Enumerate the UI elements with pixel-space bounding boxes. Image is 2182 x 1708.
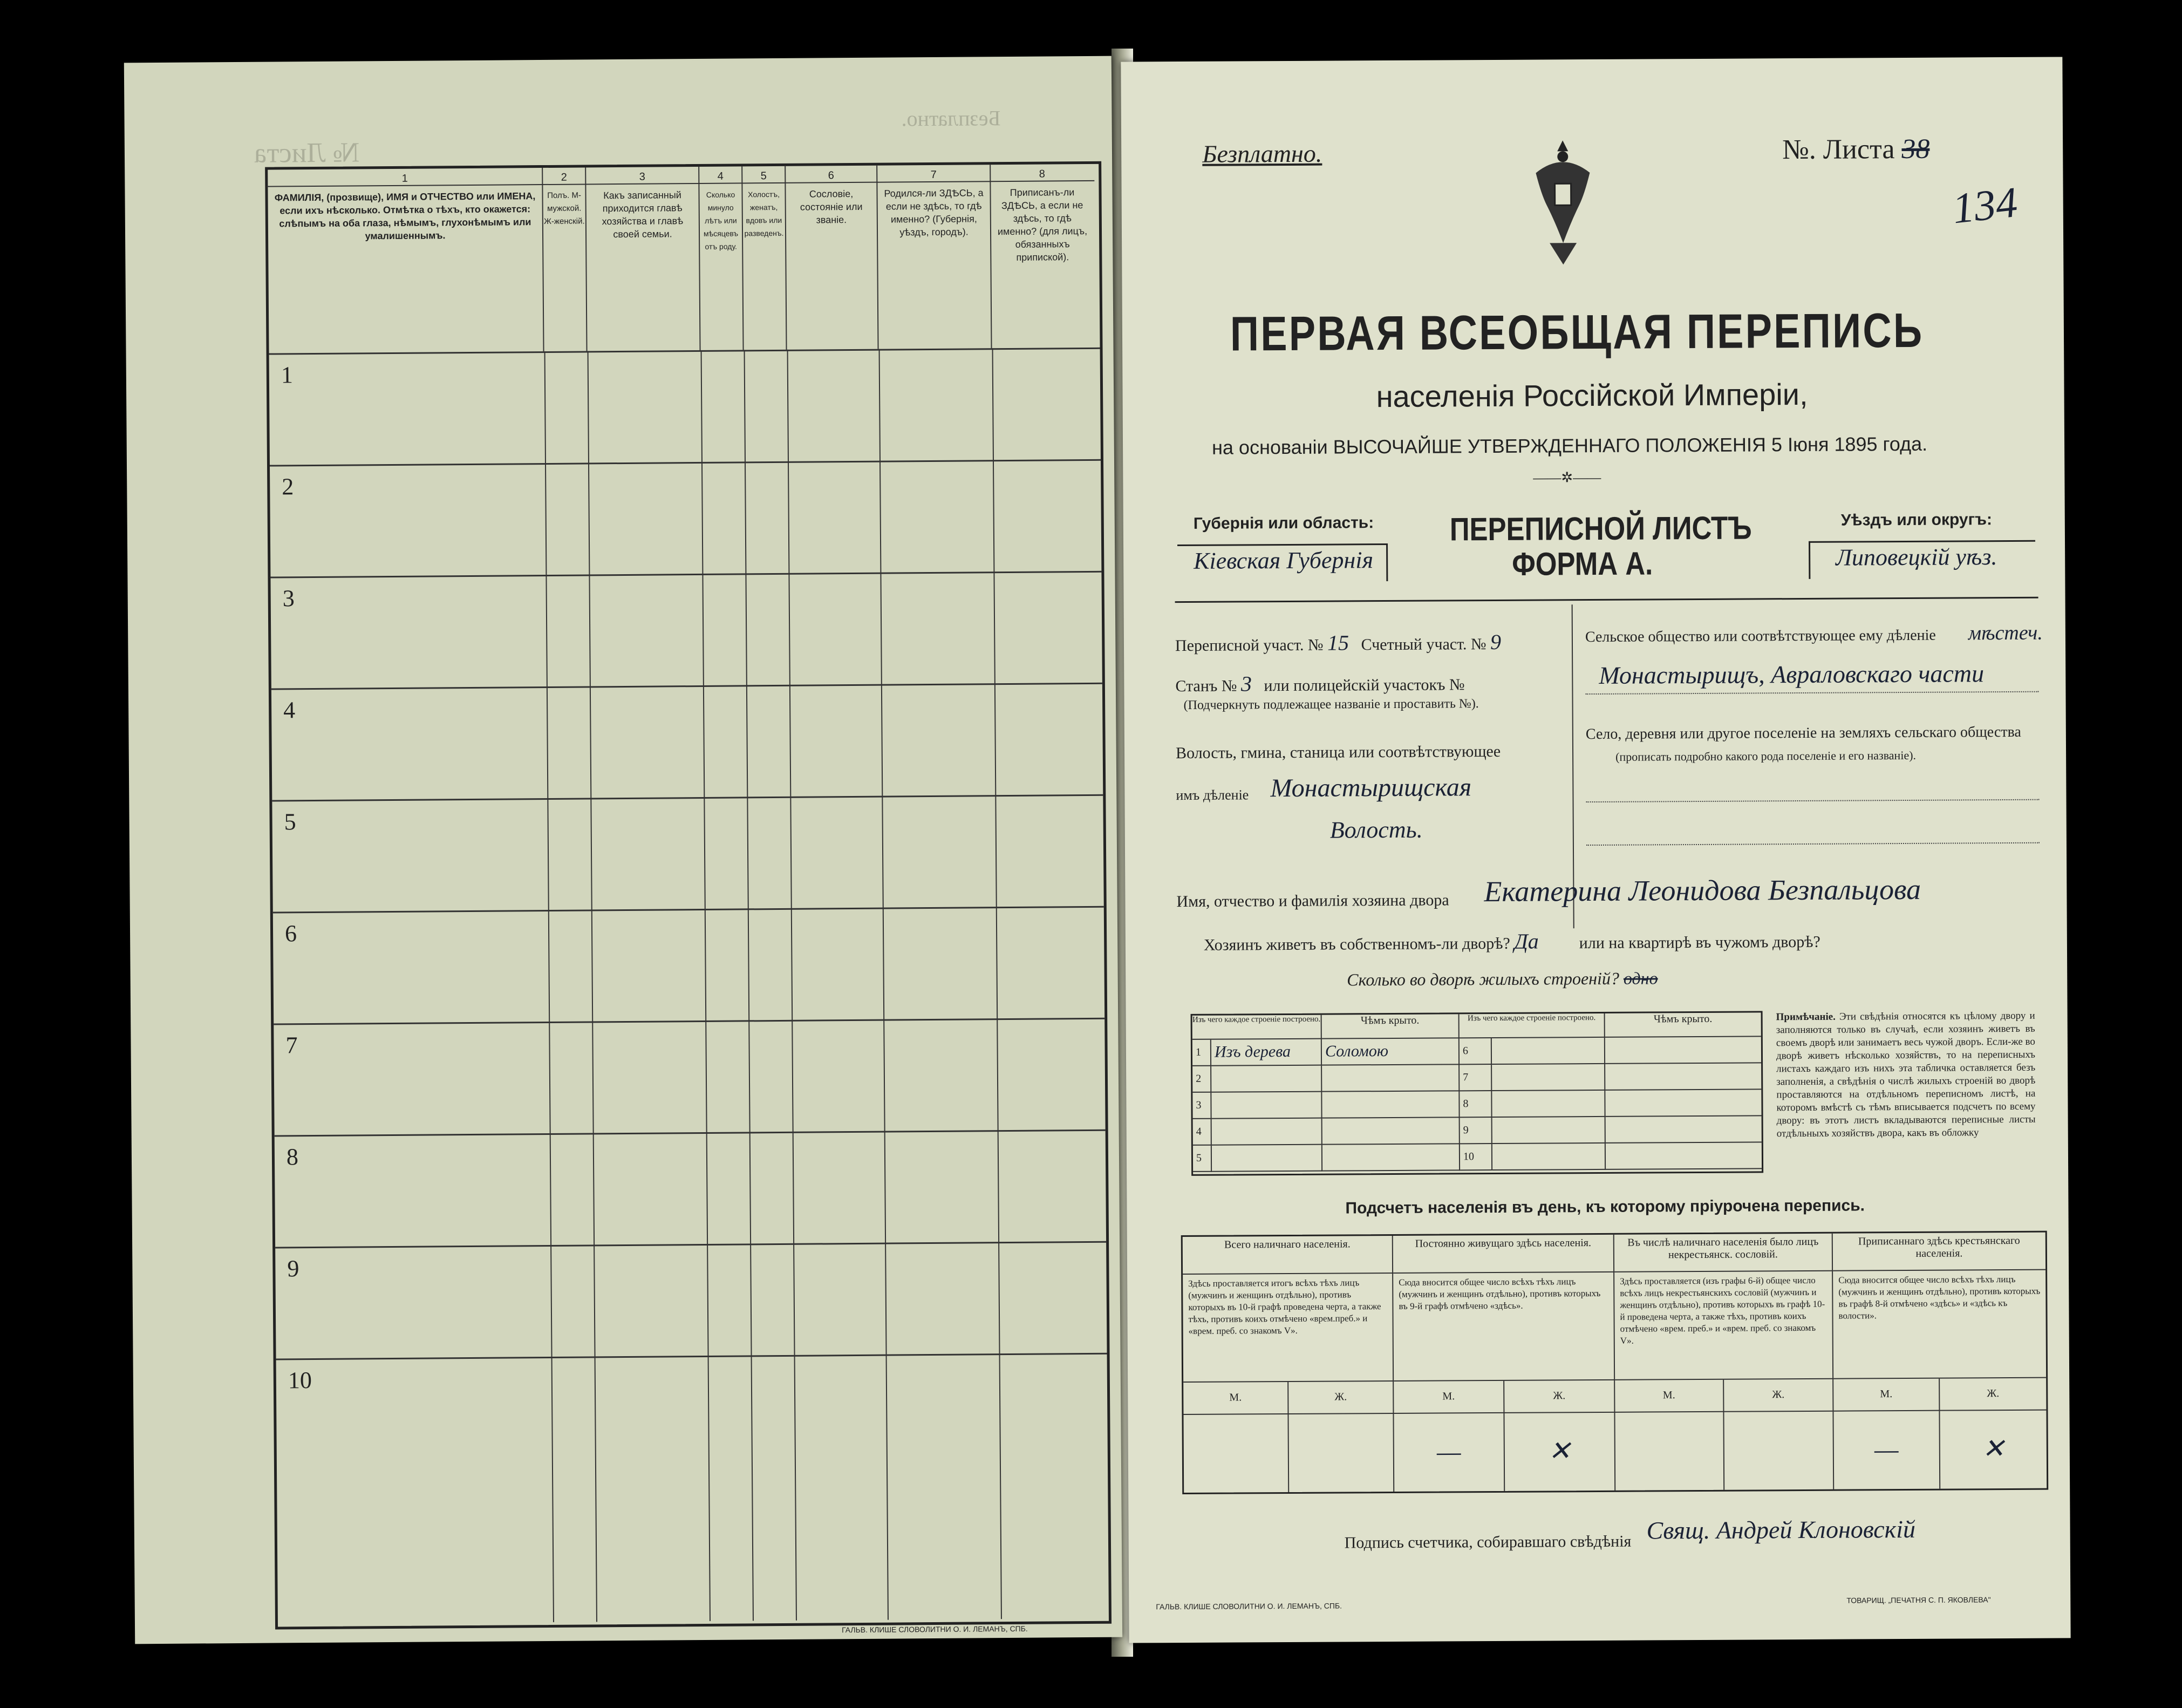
column-5-header: 5 Холостъ, женатъ, вдовъ или разведенъ. — [742, 166, 787, 350]
bld-row-num: 2 — [1192, 1066, 1211, 1093]
bld-from-cell-2 — [1492, 1117, 1606, 1144]
column-2-header: 2 Полъ. М-мужской. Ж-женскій. — [543, 167, 587, 351]
column-1-header: 1 ФАМИЛІЯ, (прозвище), ИМЯ и ОТЧЕСТВО или ИМЕНА, если ихъ нѣсколько. Отмѣтка о тѣхъ, кто окажется: слѣпымъ на оба глаза, нѣмымъ, глухонѣмымъ или умалишеннымъ. — [268, 168, 544, 353]
mirror-text-sheet: № Листа — [254, 137, 360, 169]
bld-from-cell — [1212, 1119, 1322, 1146]
bld-row-num: 5 — [1193, 1146, 1212, 1172]
count-sex-label: М. — [1615, 1380, 1724, 1413]
count-head: Постоянно живущаго здѣсь населенія. — [1393, 1235, 1614, 1274]
count-value[interactable]: — — [1394, 1413, 1505, 1492]
lives-label: Хозяинъ живетъ въ собственномъ-ли дворѣ? Да или на квартирѣ въ чужомъ дворѣ? — [1203, 929, 1820, 954]
left-page — [124, 56, 1122, 1644]
bld-head-roof-2: Чѣмъ крыто. — [1605, 1012, 1761, 1038]
uchastok-label: Переписной участ. № 15 Счетный участ. № 9 — [1175, 629, 1502, 655]
bld-row-num-2: 9 — [1460, 1118, 1492, 1144]
volost-label: Волость, гмина, станица или соотвѣтствующее — [1175, 742, 1501, 763]
bld-roof-cell — [1322, 1091, 1460, 1118]
volost-value: Монастырищская — [1270, 773, 1472, 803]
bld-roof-cell — [1322, 1118, 1460, 1145]
double-headed-eagle-emblem — [1528, 135, 1598, 276]
buildings-table — [1191, 1011, 1764, 1176]
bld-row-num: 4 — [1193, 1119, 1212, 1146]
page-subtitle: населенія Россійской Имперіи, — [1376, 377, 1808, 414]
mirror-text-free: Безплатно. — [901, 106, 1001, 131]
bld-roof-cell — [1322, 1065, 1460, 1092]
obshestvo-label: Сельское общество или соотвѣтствующее ему дѣленіе — [1585, 627, 1936, 646]
table-row: 9 — [275, 1241, 1107, 1359]
column-6-header: 6 Сословіе, состояніе или званіе. — [786, 166, 878, 350]
bld-from-cell — [1211, 1092, 1322, 1119]
count-value[interactable] — [1615, 1412, 1724, 1491]
bld-roof-cell-2 — [1605, 1037, 1761, 1064]
note: Примѣчаніе. Эти свѣдѣнія относятся къ цѣлому двору и заполняются только въ случаѣ, если хозяинъ живетъ въ своемъ дворѣ или занимаетъ весь чужой дворъ. Если-же во дворѣ живетъ нѣсколько хозяйствъ, то на переписныхъ листахъ каждаго изъ нихъ эта табличка оставляется безъ заполненія, а свѣдѣнія о числѣ жилыхъ строеній во дворѣ проставляются на отдѣльномъ переписномъ листѣ, на которомъ вмѣстѣ съ тѣмъ вписывается подсчетъ по всему двору: въ этотъ листъ вкладываются переписные листы отдѣльныхъ хозяйствъ двора, какъ въ обложку — [1776, 1010, 2036, 1140]
bld-from-cell-2 — [1492, 1091, 1605, 1118]
bld-head-from: Изъ чего каждое строеніе построено. — [1192, 1015, 1322, 1040]
table-row: 3 — [270, 571, 1102, 689]
census-person-table — [265, 161, 1112, 1630]
free-label: Безплатно. — [1202, 139, 1322, 168]
table-row: 1 — [269, 348, 1101, 465]
table-row: 10 — [276, 1353, 1109, 1623]
right-page — [1121, 57, 2070, 1643]
bld-roof-cell-2 — [1605, 1063, 1761, 1091]
column-4-header: 4 Сколько минуло лѣтъ или мѣсяцевъ отъ роду. — [699, 166, 744, 350]
count-title: Подсчетъ населенія въ день, къ которому пріурочена перепись. — [1345, 1196, 1865, 1217]
bld-roof-cell-2 — [1606, 1116, 1762, 1144]
count-value[interactable] — [1183, 1414, 1289, 1493]
left-footer: ГАЛЬВ. КЛИШЕ СЛОВОЛИТНИ О. И. ЛЕМАНЪ, СПБ. — [842, 1624, 1028, 1635]
page-title: ПЕРВАЯ ВСЕОБЩАЯ ПЕРЕПИСЬ — [1230, 303, 1924, 362]
count-value[interactable] — [1724, 1412, 1834, 1490]
count-sex-label: М. — [1394, 1381, 1504, 1414]
count-sex-label: М. — [1833, 1379, 1940, 1412]
sheet-number-handwritten: 134 — [1950, 178, 2020, 233]
count-desc: Сюда вносится общее число всѣхъ тѣхъ лицъ (мужчинъ и женщинъ отдѣльно), противъ которыхъ въ 9-й графѣ отмѣчено «здѣсь». — [1393, 1273, 1615, 1382]
bld-roof-cell: Соломою — [1322, 1038, 1460, 1065]
form-title: ПЕРЕПИСНОЙ ЛИСТЪ — [1449, 509, 1752, 548]
column-7-header: 7 Родился-ли ЗДѢСЬ, а если не здѣсь, то гдѣ именно? (Губернія, уѣздъ, городъ). — [877, 165, 992, 349]
uezd-label: Уѣздъ или округъ: — [1840, 511, 1992, 529]
underline-note: (Подчеркнуть подлежащее названіе и проставить №). — [1183, 697, 1479, 712]
bld-head-from-2: Изъ чего каждое строеніе построено. — [1460, 1013, 1605, 1038]
count-head: Приписаннаго здѣсь крестьянскаго населенія. — [1833, 1233, 2045, 1271]
bld-row-num-2: 6 — [1460, 1038, 1492, 1065]
table-row: 4 — [271, 683, 1103, 800]
bld-roof-cell — [1322, 1144, 1460, 1171]
count-sex-label: Ж. — [1504, 1380, 1615, 1413]
obshestvo-value-2: Монастырищъ, Авраловскаго части — [1599, 659, 1985, 689]
table-row: 7 — [274, 1018, 1105, 1135]
bld-row-num-2: 7 — [1460, 1065, 1492, 1091]
gubernia-label: Губернія или область: — [1193, 514, 1374, 533]
volost-value-2: Волость. — [1329, 816, 1423, 843]
bld-from-cell — [1212, 1145, 1322, 1172]
population-count-table — [1181, 1231, 2048, 1494]
table-row: 2 — [270, 459, 1101, 577]
column-8-header: 8 Приписанъ-ли ЗДѢСЬ, а если не здѣсь, то гдѣ именно? (для лицъ, обязанныхъ припиской). — [991, 164, 1094, 348]
stan-label: Станъ № 3 или полицейскій участокъ № — [1175, 671, 1465, 696]
table-row: 5 — [272, 794, 1103, 912]
bld-from-cell-2 — [1492, 1144, 1606, 1171]
bld-roof-cell-2 — [1605, 1090, 1761, 1117]
selo-label: Село, деревня или другое поселеніе на земляхъ сельскаго общества — [1585, 723, 2021, 743]
header-box — [1167, 505, 2041, 585]
signature-label: Подпись счетчика, собиравшаго свѣдѣнія — [1344, 1532, 1632, 1552]
bld-row-num: 3 — [1192, 1093, 1211, 1119]
count-sex-label: М. — [1183, 1382, 1288, 1415]
footer-right: ТОВАРИЩ. „ПЕЧАТНЯ С. П. ЯКОВЛЕВА" — [1846, 1595, 1991, 1605]
bld-from-cell-2 — [1492, 1038, 1605, 1065]
person-rows — [269, 348, 1109, 1624]
bld-row-num: 1 — [1192, 1040, 1211, 1066]
owner-value: Екатерина Леонидова Безпальцова — [1484, 873, 1921, 908]
selo-note: (прописать подробно какого рода поселеніе и его названіе). — [1615, 748, 1917, 764]
table-row: 6 — [273, 906, 1104, 1024]
gubernia-value: Кіевская Губернія — [1194, 547, 1374, 574]
count-grid — [1183, 1233, 2045, 1467]
bld-from-cell — [1211, 1066, 1322, 1093]
count-desc: Сюда вносится общее число всѣхъ тѣхъ лицъ (мужчинъ и женщинъ отдѣльно), противъ которыхъ въ графѣ 8-й отмѣчено «здѣсь» и «здѣсь къ волости». — [1833, 1270, 2046, 1379]
ornament: ——✲—— — [1533, 469, 1601, 486]
table-row: 8 — [275, 1129, 1106, 1247]
bld-roof-cell-2 — [1606, 1142, 1762, 1170]
volost-label-2: имъ дѣленіе — [1176, 787, 1249, 804]
count-desc: Здѣсь проставляется итогъ всѣхъ тѣхъ лицъ (мужчинъ и женщинъ отдѣльно), противъ которыхъ въ 10-й графѣ проведена черта, а также тѣхъ, противъ коихъ отмѣчено «врем.преб.» и «врем. преб. со знакомъ V». — [1183, 1274, 1394, 1383]
count-desc: Здѣсь проставляется (изъ графы 6-й) общее число всѣхъ лицъ некрестьянскихъ сословій (мужчинъ и женщинъ отдѣльно), противъ которыхъ въ графѣ 10-й проведена черта, а также тѣхъ, противъ коихъ отмѣчено «врем. преб.» и «врем. преб. со знакомъ V». — [1614, 1271, 1833, 1380]
owner-label: Имя, отчество и фамилія хозяина двора — [1176, 891, 1449, 911]
column-3-header: 3 Какъ записанный приходится главѣ хозяйства и главѣ своей семьи. — [586, 167, 700, 351]
bld-head-roof: Чѣмъ крыто. — [1322, 1014, 1460, 1039]
count-head: Всего наличнаго населенія. — [1183, 1236, 1393, 1275]
bld-from-cell-2 — [1492, 1064, 1605, 1091]
sheet-number-label: №. Листа 38 — [1782, 133, 1930, 166]
count-value[interactable] — [1288, 1414, 1394, 1492]
uezd-value: Липовецкій уѣз. — [1836, 543, 1997, 571]
count-value[interactable]: ✕ — [1504, 1413, 1615, 1491]
count-sex-label: Ж. — [1940, 1378, 2046, 1411]
basis-text: на основаніи ВЫСОЧАЙШЕ УТВЕРЖДЕННАГО ПОЛОЖЕНІЯ 5 Іюня 1895 года. — [1211, 432, 1928, 459]
count-value[interactable]: — — [1833, 1411, 1940, 1489]
buildings-label: Сколько во дворѣ жилыхъ строеній? одно — [1347, 968, 1658, 990]
bld-row-num-2: 8 — [1460, 1091, 1492, 1118]
bld-from-cell: Изъ дерева — [1211, 1039, 1322, 1066]
footer-left: ГАЛЬВ. КЛИШЕ СЛОВОЛИТНИ О. И. ЛЕМАНЪ, СПБ. — [1156, 1601, 1342, 1611]
bld-row-num-2: 10 — [1460, 1144, 1492, 1171]
signature-value: Свящ. Андрей Клоновскій — [1646, 1515, 1916, 1544]
count-value[interactable]: ✕ — [1982, 1433, 2005, 1464]
form-subtitle: ФОРМА А. — [1512, 545, 1653, 582]
count-sex-label: Ж. — [1724, 1379, 1833, 1412]
count-head: Въ числѣ наличнаго населенія было лицъ некрестьянск. сословій. — [1614, 1234, 1833, 1273]
count-sex-label: Ж. — [1288, 1382, 1394, 1414]
obshestvo-value: мѣстеч. — [1968, 621, 2043, 645]
